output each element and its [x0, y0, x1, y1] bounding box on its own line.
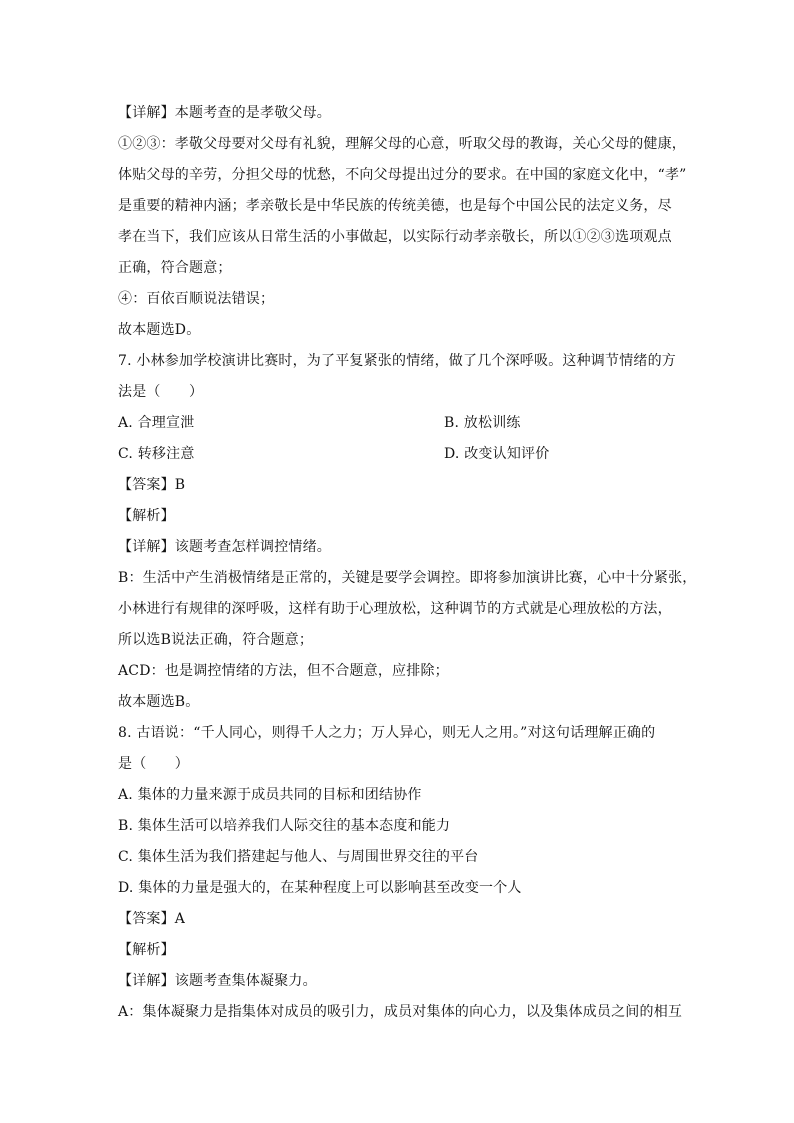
q7-stem-line-1: 7. 小林参加学校演讲比赛时，为了平复紧张的情绪，做了几个深呼吸。这种调节情绪的方 [118, 353, 677, 369]
q8-option-a: A. 集体的力量来源于成员共同的目标和团结协作 [118, 787, 422, 803]
q8-stem-line-2: 是（ ） [118, 756, 189, 772]
q7-answer: 【答案】B [118, 477, 186, 493]
q7-options-row-2 [118, 439, 678, 470]
q7-detail-line-4: ACD：也是调控情绪的方法，但不合题意，应排除； [118, 663, 449, 679]
q7-detail-heading: 【详解】该题考查怎样调控情绪。 [118, 539, 331, 555]
q6-conclusion: 故本题选D。 [118, 322, 201, 338]
q7-analysis-heading: 【解析】 [118, 508, 175, 524]
q8-option-d: D. 集体的力量是强大的，在某种程度上可以影响甚至改变一个人 [118, 880, 522, 896]
q7-conclusion: 故本题选B。 [118, 694, 200, 710]
q8-option-c: C. 集体生活为我们搭建起与他人、与周围世界交往的平台 [118, 849, 479, 865]
q6-detail-line-5: 正确，符合题意； [118, 260, 232, 276]
q8-analysis-heading: 【解析】 [118, 942, 175, 958]
q6-detail-line-6: ④：百依百顺说法错误； [118, 291, 275, 307]
q8-detail-heading: 【详解】该题考查集体凝聚力。 [118, 973, 317, 989]
q7-detail-line-2: 小林进行有规律的深呼吸，这样有助于心理放松，这种调节的方式就是心理放松的方法， [118, 601, 672, 617]
page-content [118, 98, 697, 1028]
q6-detail-line-3: 是重要的精神内涵；孝亲敬长是中华民族的传统美德，也是每个中国公民的法定义务，尽 [118, 198, 672, 214]
q8-detail-line-a: A：集体凝聚力是指集体对成员的吸引力，成员对集体的向心力，以及集体成员之间的相互 [118, 1004, 683, 1020]
q7-option-a: A. 合理宣泄 [118, 415, 195, 431]
q7-detail-line-1: B：生活中产生消极情绪是正常的，关键是要学会调控。即将参加演讲比赛，心中十分紧张， [118, 570, 697, 586]
q8-answer: 【答案】A [118, 911, 186, 927]
q6-detail-line-4: 孝在当下，我们应该从日常生活的小事做起，以实际行动孝亲敬长，所以①②③选项观点 [118, 229, 672, 245]
q7-options-row-1 [118, 408, 678, 439]
q8-option-b: B. 集体生活可以培养我们人际交往的基本态度和能力 [118, 818, 451, 834]
q7-option-d: D. 改变认知评价 [444, 446, 550, 462]
q6-detail-line-1: ①②③：孝敬父母要对父母有礼貌，理解父母的心意，听取父母的教诲，关心父母的健康， [118, 136, 686, 152]
q7-detail-line-3: 所以选B说法正确，符合题意； [118, 632, 314, 648]
q6-detail-line-2: 体贴父母的辛劳，分担父母的忧愁，不向父母提出过分的要求。在中国的家庭文化中，“孝” [118, 167, 687, 183]
q8-stem-line-1: 8. 古语说：“千人同心，则得千人之力；万人异心，则无人之用。”对这句话理解正确的 [118, 725, 656, 741]
q6-detail-heading: 【详解】本题考查的是孝敬父母。 [118, 105, 331, 121]
q7-option-c: C. 转移注意 [118, 446, 195, 462]
q7-stem-line-2: 法是（ ） [118, 384, 204, 400]
q7-option-b: B. 放松训练 [444, 415, 521, 431]
